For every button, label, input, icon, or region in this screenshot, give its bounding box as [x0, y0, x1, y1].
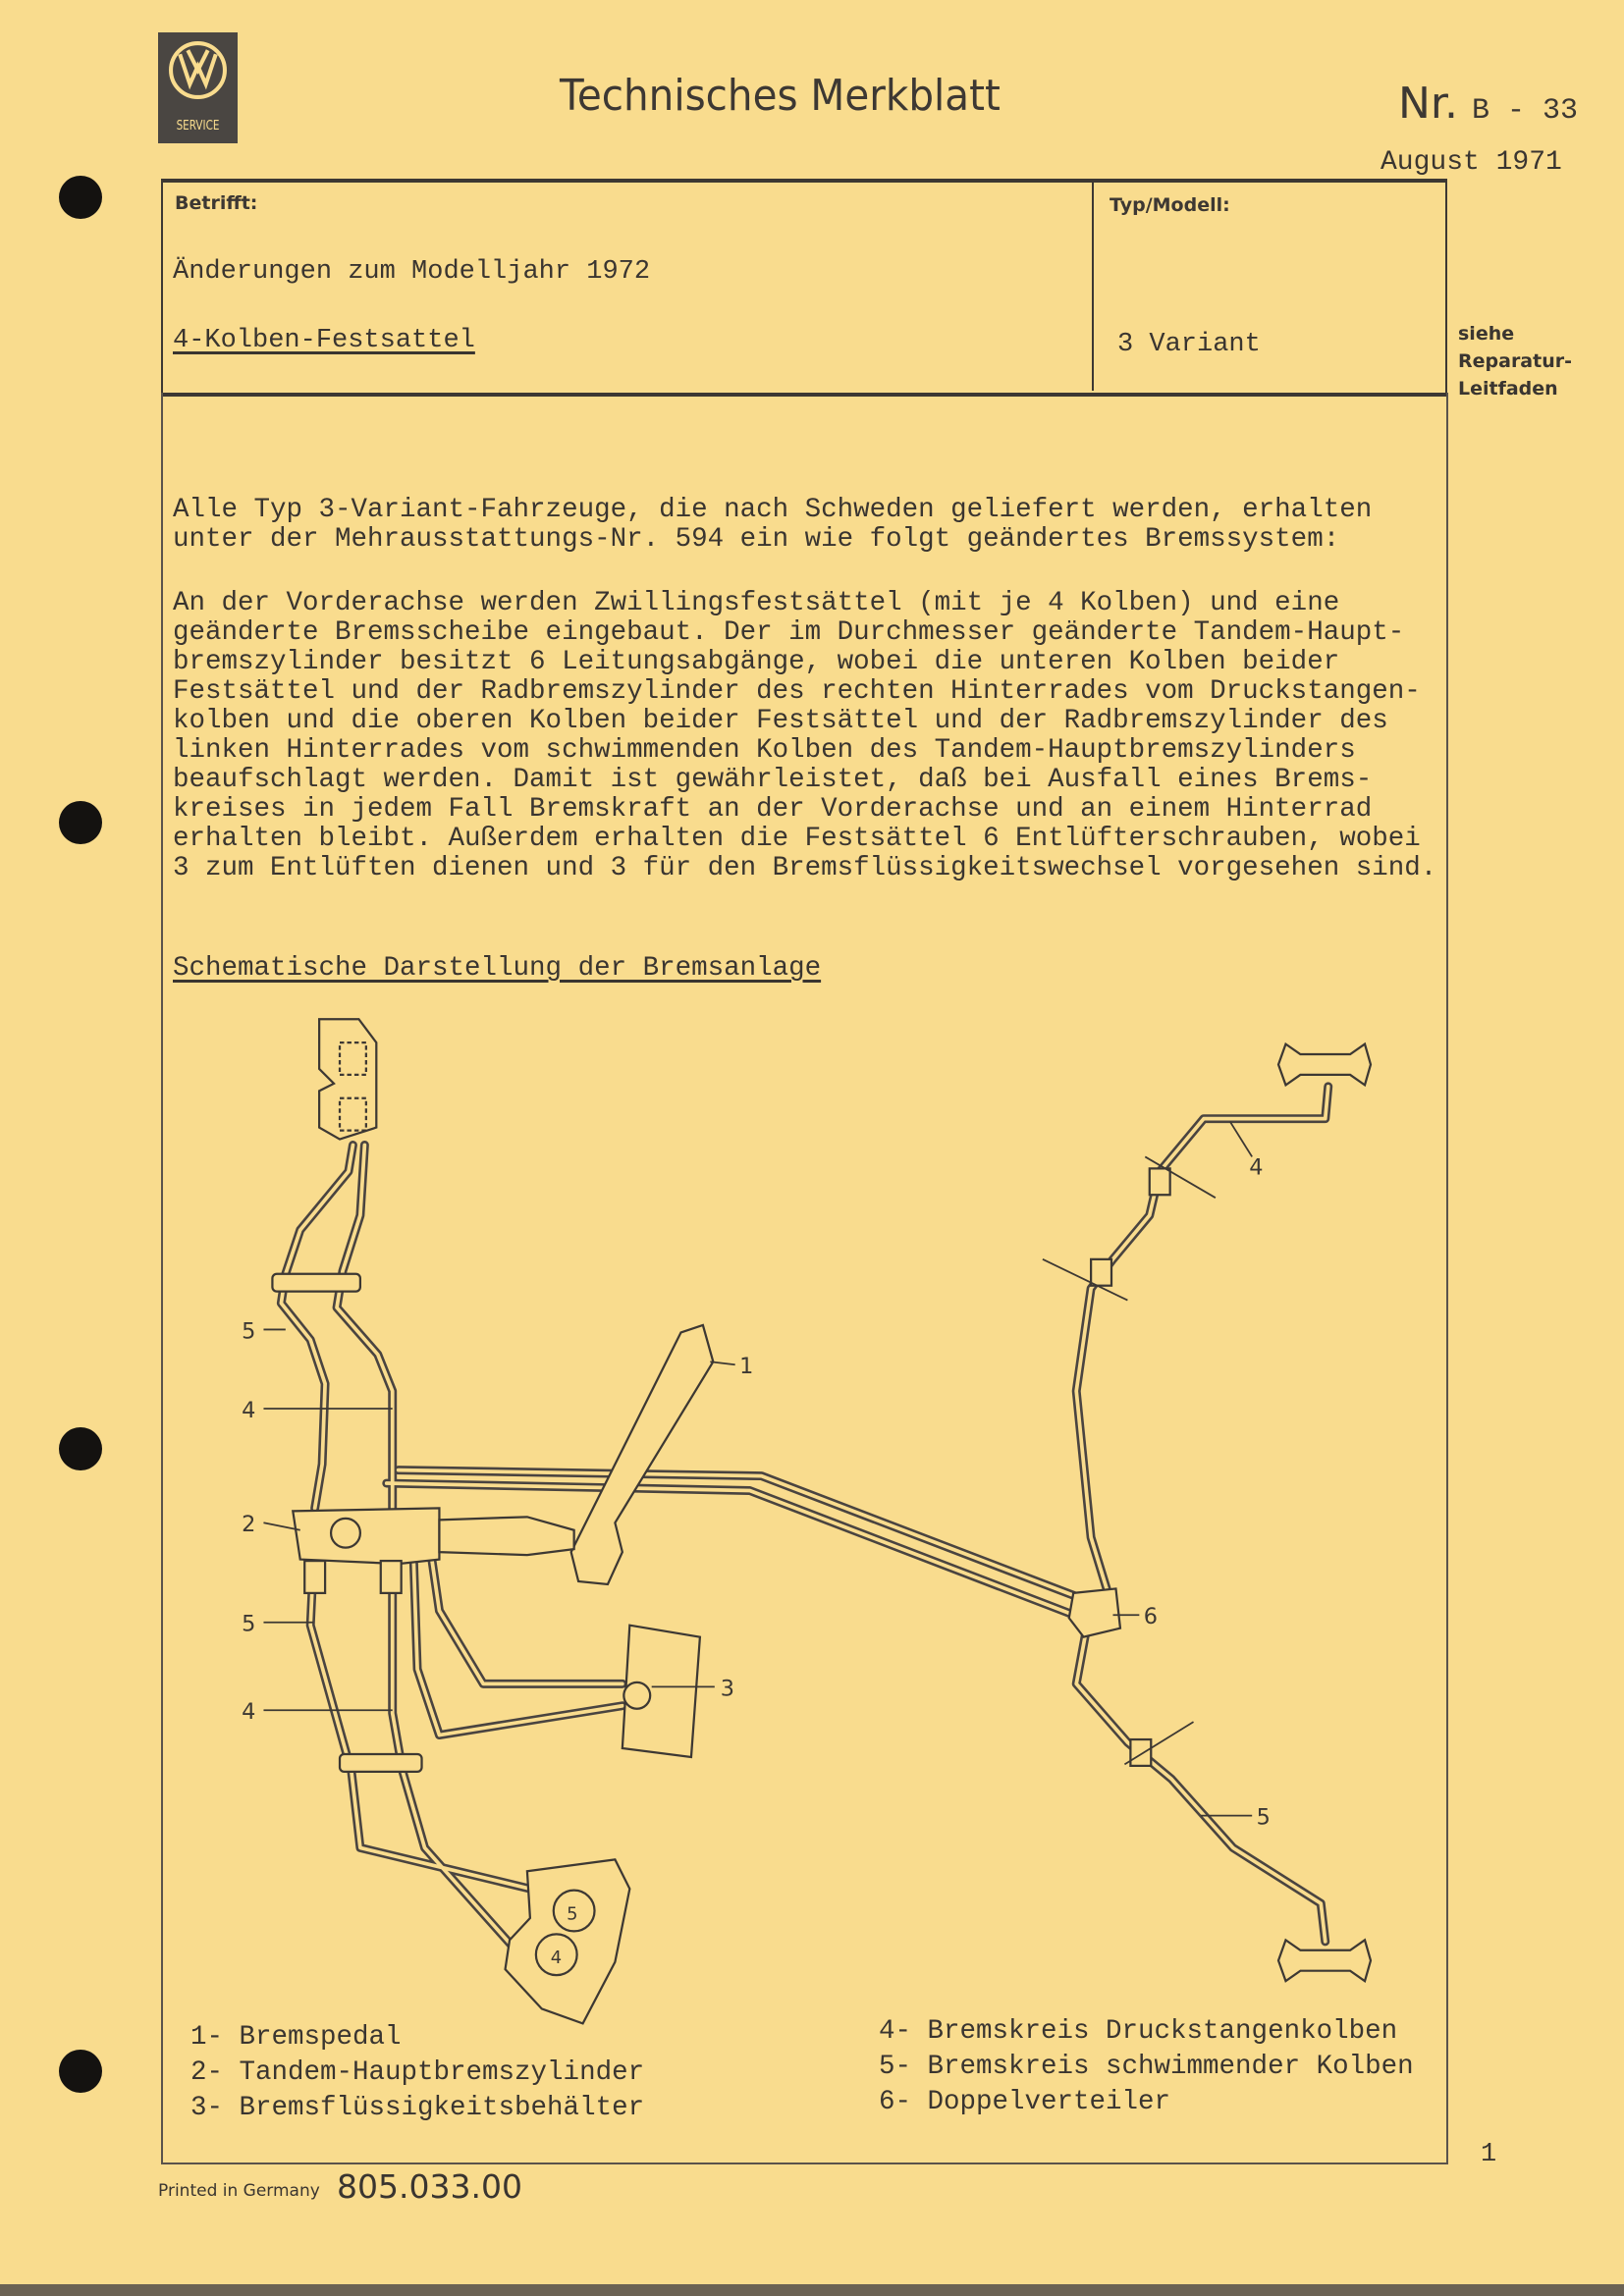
legend-item: 4- Bremskreis Druckstangenkolben: [879, 2016, 1398, 2047]
callout-4: 4: [242, 1699, 256, 1726]
page-title: Technisches Merkblatt: [560, 71, 1001, 121]
line-clamp: [340, 1754, 422, 1772]
printed-in-germany: Printed in Germany: [158, 2181, 320, 2201]
master-cylinder-port: [331, 1519, 360, 1548]
front-caliper-top: [319, 1019, 376, 1139]
nr-value: B - 33: [1471, 94, 1578, 128]
callout-5: 5: [1256, 1804, 1271, 1831]
legend-item: 6- Doppelverteiler: [879, 2087, 1171, 2117]
text-line: bremszylinder besitzt 6 Leitungsabgänge, wobei die unteren Kolben beider: [173, 647, 1340, 677]
reservoir-cap: [623, 1682, 650, 1709]
betrifft-label: Betrifft:: [175, 192, 258, 214]
callout-5: 5: [242, 1611, 256, 1637]
legend-item: 3- Bremsflüssigkeitsbehälter: [190, 2093, 645, 2123]
caliper-mark-5: 5: [567, 1903, 578, 1925]
legend-item: 2- Tandem-Hauptbremszylinder: [190, 2057, 645, 2088]
line-fitting: [1150, 1168, 1170, 1195]
text-line: Festsättel und der Radbremszylinder des rechten Hinterrades vom Druckstangen-: [173, 676, 1421, 707]
callout-6: 6: [1143, 1604, 1159, 1630]
text-line: An der Vorderachse werden Zwillingsfestsättel (mit je 4 Kolben) und eine: [173, 588, 1340, 618]
text-line: unter der Mehrausstattungs-Nr. 594 ein wie folgt geändertes Bremssystem:: [173, 524, 1340, 555]
master-cylinder-outlet: [304, 1561, 325, 1593]
bottom-edge: [0, 2284, 1624, 2296]
rear-wheel-cylinder-bottom: [1278, 1940, 1371, 1981]
typ-modell-value: 3 Variant: [1117, 330, 1261, 359]
master-cylinder: [293, 1508, 439, 1564]
double-distributor: [1069, 1588, 1120, 1636]
pushrod: [439, 1517, 573, 1555]
nr-label: Nr.: [1398, 79, 1458, 129]
legend-right: [879, 2014, 1414, 2120]
brake-pedal: [571, 1325, 714, 1584]
callout-4: 4: [242, 1397, 256, 1423]
text-line: geänderte Bremsscheibe eingebaut. Der im Durchmesser geänderte Tandem-Haupt-: [173, 617, 1405, 648]
callout-3: 3: [720, 1676, 735, 1702]
text-line: erhalten bleibt. Außerdem erhalten die Festsättel 6 Entlüfterschrauben, wobei: [173, 824, 1421, 854]
document-code: 805.033.00: [337, 2167, 522, 2206]
legend-item: 1- Bremspedal: [190, 2022, 402, 2053]
callout-5: 5: [242, 1318, 256, 1345]
side-note-line: Reparatur-: [1458, 350, 1572, 372]
text-line: Alle Typ 3-Variant-Fahrzeuge, die nach Schweden geliefert werden, erhalten: [173, 495, 1373, 525]
line-clamp: [272, 1274, 359, 1292]
callout-1: 1: [739, 1354, 754, 1380]
callout-2: 2: [242, 1512, 256, 1538]
page-number: 1: [1481, 2140, 1497, 2169]
master-cylinder-outlet: [381, 1561, 402, 1593]
document-date: August 1971: [1380, 147, 1562, 178]
text-line: 3 zum Entlüften dienen und 3 für den Bremsflüssigkeitswechsel vorgesehen sind.: [173, 853, 1437, 883]
diagram-heading: Schematische Darstellung der Bremsanlage: [173, 953, 822, 984]
text-line: kolben und die oberen Kolben beider Festsättel und der Radbremszylinder des: [173, 706, 1388, 736]
legend-item: 5- Bremskreis schwimmender Kolben: [879, 2052, 1414, 2082]
side-note-line: Leitfaden: [1458, 378, 1558, 400]
line-fitting: [1130, 1739, 1151, 1766]
callout-4: 4: [1249, 1154, 1264, 1181]
logo-text: SERVICE: [176, 119, 220, 133]
text-line: linken Hinterrades vom schwimmenden Kolben des Tandem-Hauptbremszylinders: [173, 735, 1356, 766]
caliper-mark-4: 4: [550, 1948, 563, 1969]
side-note-line: siehe: [1458, 323, 1515, 345]
text-line: beaufschlagt werden. Damit ist gewährleistet, daß bei Ausfall eines Brems-: [173, 765, 1373, 795]
rear-wheel-cylinder-top: [1278, 1044, 1371, 1086]
subject-line-2: 4-Kolben-Festsattel: [173, 326, 475, 355]
line-fitting: [1091, 1259, 1111, 1286]
subject-line-1: Änderungen zum Modelljahr 1972: [173, 257, 651, 287]
text-line: kreises in jedem Fall Bremskraft an der Vorderachse und an einem Hinterrad: [173, 794, 1373, 825]
typ-modell-label: Typ/Modell:: [1110, 194, 1230, 216]
legend-left: [190, 2020, 644, 2126]
